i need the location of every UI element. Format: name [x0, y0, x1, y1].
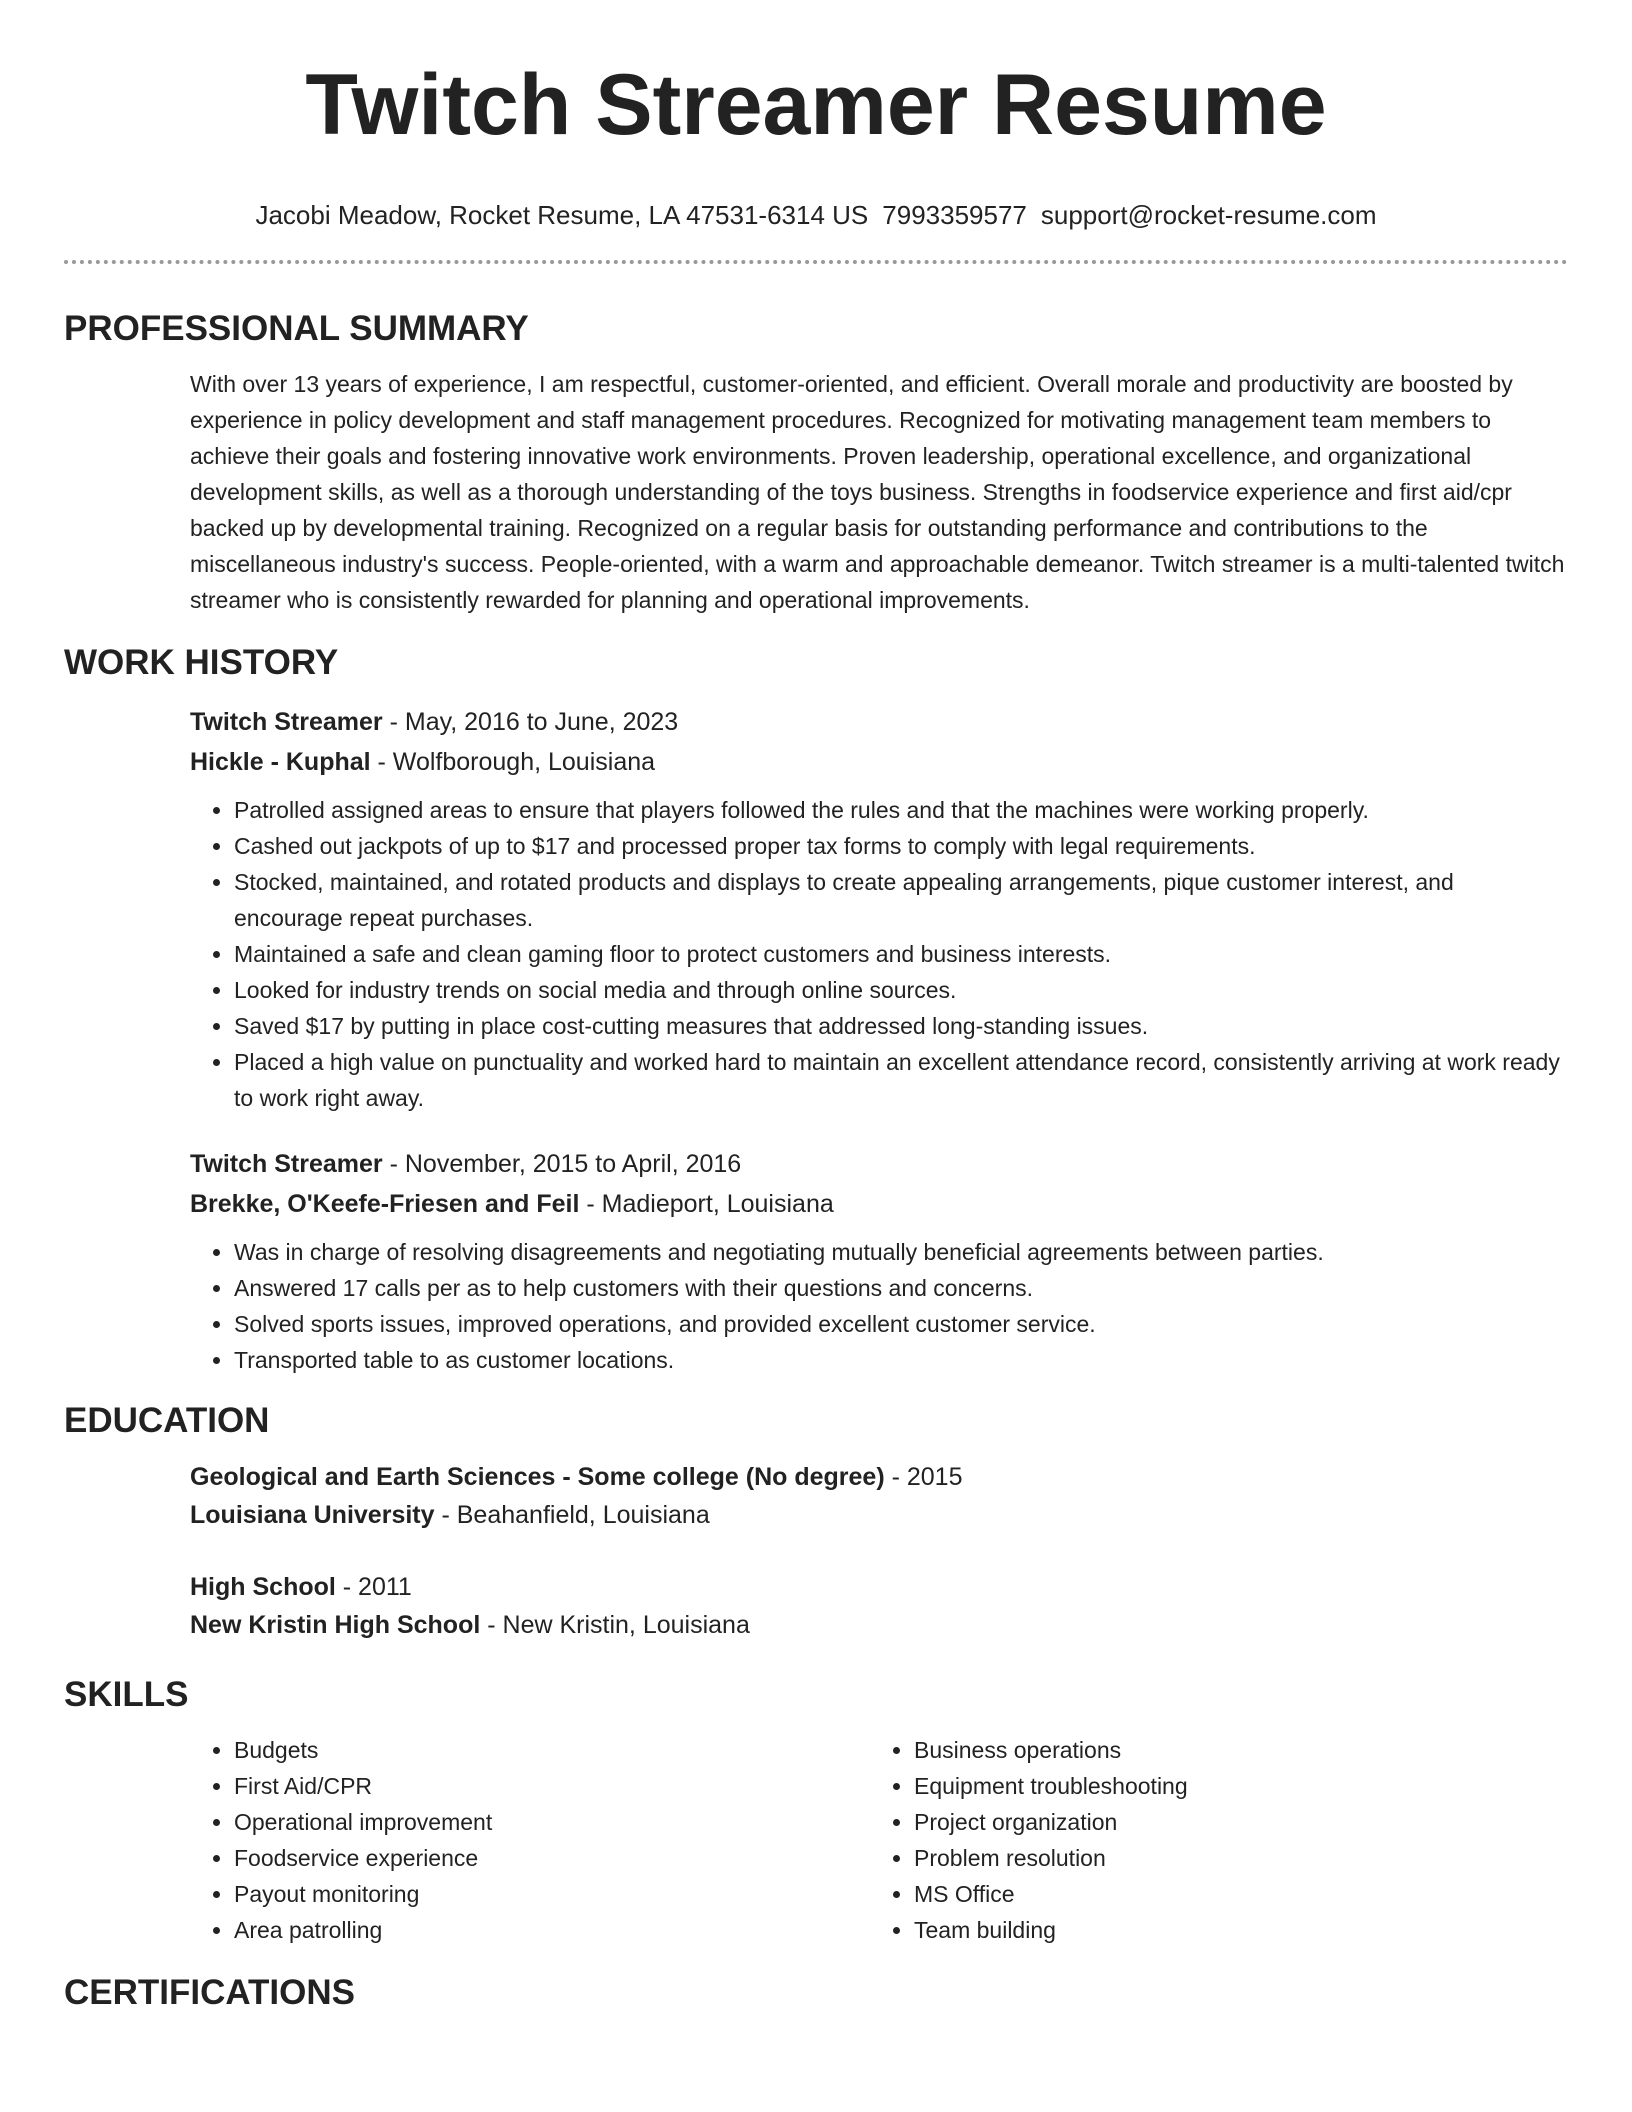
list-item: • First Aid/CPR — [234, 1768, 870, 1804]
education-school: New Kristin High School — [190, 1611, 481, 1639]
header-divider — [64, 260, 1568, 264]
job-company: Brekke, O'Keefe-Friesen and Feil — [190, 1190, 580, 1218]
list-item: • Operational improvement — [234, 1804, 870, 1840]
list-item: • Equipment troubleshooting — [914, 1768, 1550, 1804]
education-school-line — [190, 1496, 1568, 1534]
job-dates: - November, 2015 to April, 2016 — [382, 1150, 742, 1178]
job-title-line — [190, 1144, 1568, 1184]
skills-grid — [190, 1732, 1568, 1948]
list-item: • Answered 17 calls per as to help customers with their questions and concerns. — [234, 1270, 1568, 1306]
contact-line — [64, 199, 1568, 231]
summary-section — [64, 308, 1568, 618]
skills-list-left — [190, 1732, 870, 1948]
section-heading-summary: PROFESSIONAL SUMMARY — [64, 309, 529, 348]
resume-title: Twitch Streamer Resume — [305, 57, 1327, 153]
certifications-section — [64, 1972, 1568, 2014]
job-title: Twitch Streamer — [190, 708, 383, 736]
skills-list-right — [870, 1732, 1550, 1948]
list-item: • Was in charge of resolving disagreements and negotiating mutually beneficial agreements between parties. — [234, 1234, 1568, 1270]
list-item: • Business operations — [914, 1732, 1550, 1768]
list-item: • Project organization — [914, 1804, 1550, 1840]
education-school: Louisiana University — [190, 1501, 435, 1529]
list-item: • Stocked, maintained, and rotated products and displays to create appealing arrangements, pique customer interest, and encourage repeat purchases. — [234, 864, 1568, 936]
skills-section — [64, 1674, 1568, 1948]
education-degree: Geological and Earth Sciences - Some college (No degree) — [190, 1463, 885, 1491]
job-bullets — [190, 1234, 1568, 1378]
job-dates: - May, 2016 to June, 2023 — [382, 708, 679, 736]
summary-text: With over 13 years of experience, I am respectful, customer-oriented, and efficient. Overall morale and productivity are boosted by experience in policy development and staff management procedures. Recognized for motivating management team members to achieve their goals and fostering innovative work environments. Proven leadership, operational excellence, and organizational development skills, as well as a thorough understanding of the toys business. Strengths in foodservice experience and first aid/cpr backed up by developmental training. Recognized on a regular basis for outstanding performance and contributions to the miscellaneous industry's success. People-oriented, with a warm and approachable demeanor. Twitch streamer is a multi-talented twitch streamer who is consistently rewarded for planning and operational improvements. — [190, 371, 1565, 613]
list-item: • Saved $17 by putting in place cost-cutting measures that addressed long-standing issues. — [234, 1008, 1568, 1044]
education-entry — [190, 1458, 1568, 1534]
list-item: • Looked for industry trends on social media and through online sources. — [234, 972, 1568, 1008]
job-company: Hickle - Kuphal — [190, 748, 371, 776]
contact-address: Jacobi Meadow, Rocket Resume, LA 47531-6314 US — [255, 200, 869, 230]
job-entry — [190, 1144, 1568, 1378]
education-degree: High School — [190, 1573, 336, 1601]
list-item: • Solved sports issues, improved operations, and provided excellent customer service. — [234, 1306, 1568, 1342]
section-heading-skills: SKILLS — [64, 1675, 189, 1714]
job-location: - Madieport, Louisiana — [579, 1190, 834, 1218]
education-year: - 2011 — [335, 1573, 412, 1601]
section-heading-education: EDUCATION — [64, 1401, 270, 1440]
job-entry — [190, 702, 1568, 1116]
education-section — [64, 1400, 1568, 1644]
education-location: - New Kristin, Louisiana — [480, 1611, 750, 1639]
list-item: • Placed a high value on punctuality and worked hard to maintain an excellent attendance record, consistently arriving at work ready to work right away. — [234, 1044, 1568, 1116]
job-title: Twitch Streamer — [190, 1150, 383, 1178]
contact-email: support@rocket-resume.com — [1040, 200, 1377, 230]
list-item: • Area patrolling — [234, 1912, 870, 1948]
job-title-line — [190, 702, 1568, 742]
contact-phone: 7993359577 — [882, 200, 1027, 230]
education-school-line — [190, 1606, 1568, 1644]
list-item: • Budgets — [234, 1732, 870, 1768]
section-heading-work: WORK HISTORY — [64, 643, 339, 682]
list-item: • MS Office — [914, 1876, 1550, 1912]
job-company-line — [190, 742, 1568, 782]
job-bullets — [190, 792, 1568, 1116]
list-item: • Maintained a safe and clean gaming floor to protect customers and business interests. — [234, 936, 1568, 972]
list-item: • Problem resolution — [914, 1840, 1550, 1876]
education-entry — [190, 1568, 1568, 1644]
education-degree-line — [190, 1458, 1568, 1496]
education-degree-line — [190, 1568, 1568, 1606]
education-location: - Beahanfield, Louisiana — [434, 1501, 710, 1529]
section-heading-certifications: CERTIFICATIONS — [64, 1973, 356, 2012]
list-item: • Team building — [914, 1912, 1550, 1948]
list-item: • Patrolled assigned areas to ensure that players followed the rules and that the machines were working properly. — [234, 792, 1568, 828]
list-item: • Transported table to as customer locations. — [234, 1342, 1568, 1378]
job-company-line — [190, 1184, 1568, 1224]
education-year: - 2015 — [884, 1463, 963, 1491]
list-item: • Cashed out jackpots of up to $17 and processed proper tax forms to comply with legal requirements. — [234, 828, 1568, 864]
job-location: - Wolfborough, Louisiana — [370, 748, 656, 776]
list-item: • Payout monitoring — [234, 1876, 870, 1912]
work-section — [64, 642, 1568, 1378]
list-item: • Foodservice experience — [234, 1840, 870, 1876]
